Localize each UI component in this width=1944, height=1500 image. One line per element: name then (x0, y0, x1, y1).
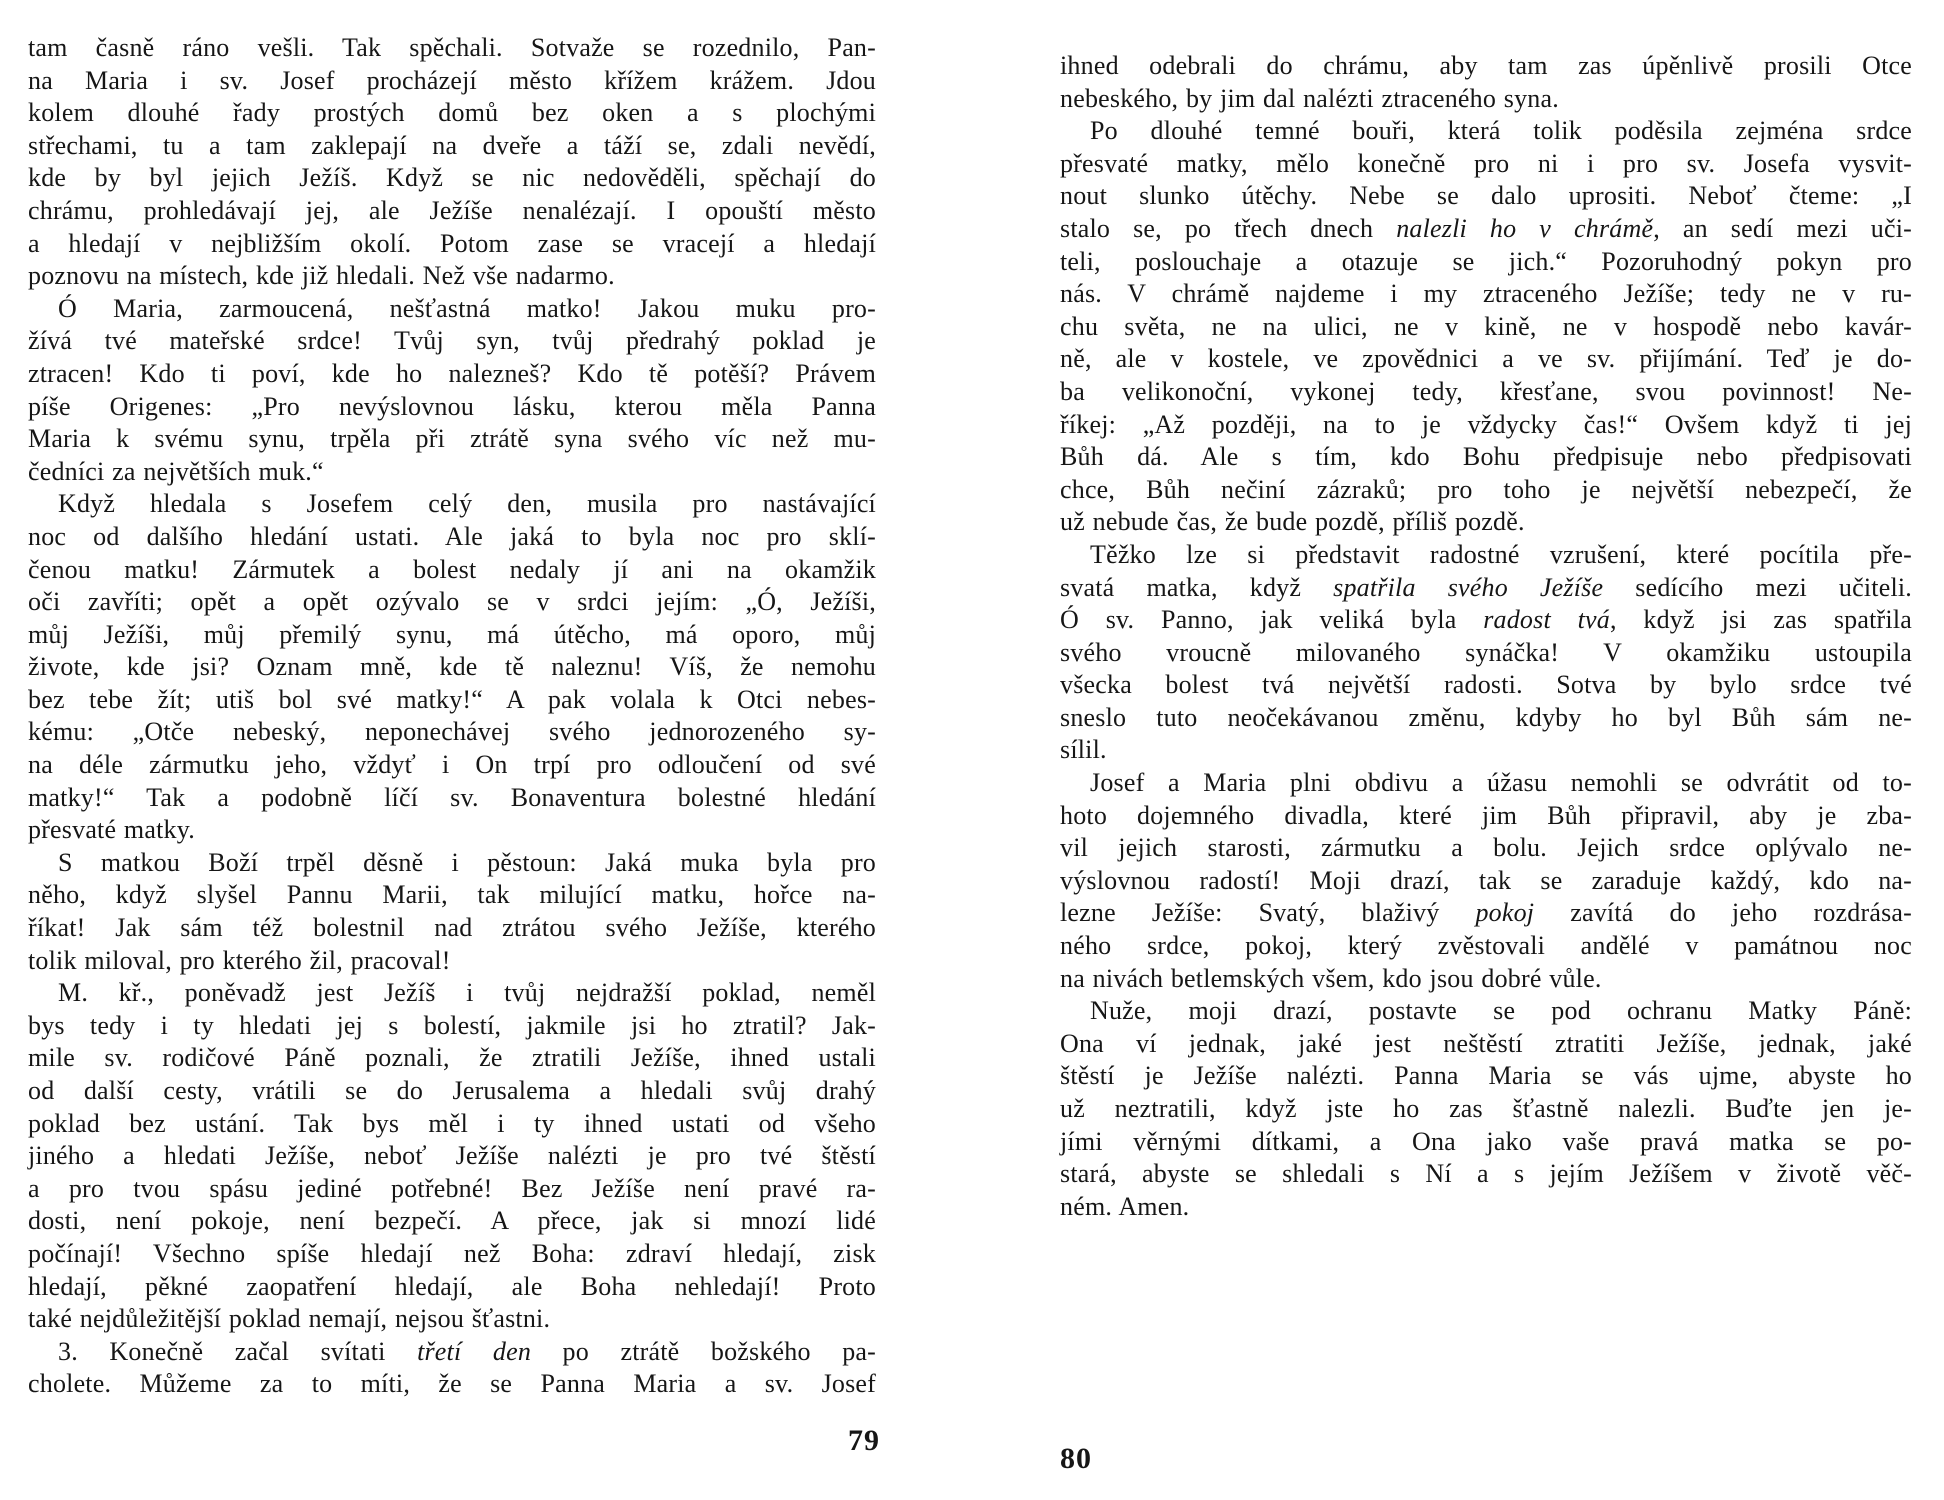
text-line: poznovu na místech, kde již hledali. Než vše nadarmo. (28, 261, 615, 291)
text-line: Josef a Maria plni obdivu a úžasu nemohli se odvrátit od to- (1090, 768, 1912, 798)
text-line: přesvaté matky. (28, 815, 195, 845)
text-line: tolik miloval, pro kterého žil, pracoval! (28, 945, 451, 975)
text-line: na nivách betlemských všem, kdo jsou dobré vůle. (1060, 963, 1602, 993)
text-line: svého vroucně milovaného synáčka! V okamžiku ustoupila (1060, 637, 1912, 667)
text-line: vil jejich starosti, zármutku a bolu. Jejich srdce oplývalo ne- (1060, 833, 1912, 863)
text-line: svatá matka, když spatřila svého Ježíše sedícího mezi učiteli. (1060, 572, 1913, 602)
text-line: výslovnou radostí! Moji drazí, tak se zaraduje každý, kdo na- (1060, 865, 1912, 895)
text-line: chu světa, ne na ulici, ne v kině, ne v hospodě nebo kavár- (1060, 311, 1912, 341)
text-line: něho, když slyšel Pannu Marii, tak milující matku, hořce na- (28, 880, 876, 910)
text-line: poklad bez ustání. Tak bys měl i ty ihned ustati od všeho (28, 1108, 876, 1138)
text-line: stará, abyste se shledali s Ní a s jejím Ježíšem v životě věč- (1060, 1159, 1912, 1189)
text-line: všecka bolest tvá největší radosti. Sotva by bylo srdce tvé (1060, 670, 1912, 700)
text-line: říkej: „Až později, na to je vždycky čas!“ Ovšem když ti jej (1060, 409, 1912, 439)
text-line: sílil. (1060, 735, 1107, 765)
right-page-text-column (1060, 50, 1912, 1223)
text-line: mile sv. rodičové Páně poznali, že ztratili Ježíše, ihned ustali (28, 1043, 876, 1073)
text-line: hoto dojemného divadla, které jim Bůh připravil, aby je zba- (1060, 800, 1912, 830)
paragraph (1060, 50, 1912, 115)
text-line: S matkou Boží trpěl děsně i pěstoun: Jaká muka byla pro (58, 847, 876, 877)
text-line: štěstí je Ježíše nalézti. Panna Maria se vás ujme, abyste ho (1060, 1061, 1912, 1091)
page-number-80: 80 (1060, 1442, 1092, 1475)
text-line: nebeského, by jim dal nalézti ztraceného syna. (1060, 83, 1559, 113)
text-line: chce, Bůh nečiní zázraků; pro toho je největší nebezpečí, že (1060, 474, 1912, 504)
text-line: bys tedy i ty hledati jej s bolestí, jakmile jsi ho ztratil? Jak- (28, 1010, 876, 1040)
text-line: Ona ví jednak, jaké jest neštěstí ztratiti Ježíše, jednak, jaké (1060, 1028, 1912, 1058)
text-line: žívá tvé mateřské srdce! Tvůj syn, tvůj předrahý poklad je (28, 326, 876, 356)
text-line: píše Origenes: „Pro nevýslovnou lásku, kterou měla Panna (28, 391, 876, 421)
paragraph (28, 1336, 876, 1401)
paragraph (28, 32, 876, 293)
text-line: Nuže, moji drazí, postavte se pod ochranu Matky Páně: (1090, 996, 1912, 1026)
text-line: tam časně ráno vešli. Tak spěchali. Sotvaže se rozednilo, Pan- (28, 33, 876, 62)
paragraph (28, 293, 876, 489)
text-line: noc od dalšího hledání ustati. Ale jaká to byla noc pro sklí- (28, 521, 876, 551)
paragraph (1060, 539, 1912, 767)
text-line: Ó sv. Panno, jak veliká byla radost tvá, když jsi zas spatřila (1060, 605, 1912, 635)
text-line: nout slunko útěchy. Nebe se dalo uprositi. Neboť čteme: „I (1060, 181, 1912, 211)
text-line: teli, poslouchaje a otazuje se jich.“ Pozoruhodný pokyn pro (1060, 246, 1912, 276)
text-line: stalo se, po třech dnech nalezli ho v chrámě, an sedí mezi uči- (1060, 213, 1912, 243)
text-line: čedníci za největších muk.“ (28, 456, 324, 486)
text-line: oči zavříti; opět a opět ozývalo se v srdci jejím: „Ó, Ježíši, (28, 587, 876, 617)
text-line: 3. Konečně začal svítati třetí den po ztrátě božského pa- (58, 1336, 876, 1366)
text-line: ně, ale v kostele, ve zpovědnici a ve sv. přijímání. Teď je do- (1060, 344, 1912, 374)
text-line: už neztratili, když jste ho zas šťastně nalezli. Buďte jen je- (1060, 1094, 1912, 1123)
text-line: počínají! Všechno spíše hledají než Boha: zdraví hledají, zisk (28, 1238, 876, 1268)
text-line: Těžko lze si představit radostné vzrušení, které pocítila pře- (1090, 539, 1912, 569)
text-line: také nejdůležitější poklad nemají, nejsou šťastni. (28, 1304, 551, 1334)
paragraph (1060, 995, 1912, 1223)
text-line: bez tebe žít; utiš bol své matky!“ A pak volala k Otci nebes- (28, 684, 876, 714)
text-line: od další cesty, vrátili se do Jerusalema a hledali svůj drahý (28, 1076, 876, 1105)
paragraph (1060, 767, 1912, 995)
page-number-79: 79 (848, 1424, 880, 1457)
text-line: na déle zármutku jeho, vždyť i On trpí pro odloučení od své (28, 750, 876, 780)
text-line: můj Ježíši, můj přemilý synu, má útěcho, má oporo, můj (28, 619, 876, 649)
text-line: kému: „Otče nebeský, neponechávej svého jednorozeného sy- (28, 717, 876, 747)
text-line: Po dlouhé temné bouři, která tolik poděsila zejména srdce (1090, 116, 1912, 146)
text-line: ihned odebrali do chrámu, aby tam zas úpěnlivě prosili Otce (1060, 51, 1912, 80)
text-line: Ó Maria, zarmoucená, nešťastná matko! Jakou muku pro- (58, 293, 876, 323)
text-line: chrámu, prohledávají jej, ale Ježíše nenalézají. I opouští město (28, 195, 876, 225)
text-line: matky!“ Tak a podobně líčí sv. Bonaventura bolestné hledání (28, 782, 876, 812)
text-line: přesvaté matky, mělo konečně pro ni i pro sv. Josefa vysvit- (1060, 148, 1912, 178)
text-line: ztracen! Kdo ti poví, kde ho nalezneš? Kdo tě potěší? Právem (28, 358, 876, 388)
text-line: dosti, není pokoje, není bezpečí. A přece, jak si mnozí lidé (28, 1206, 876, 1236)
text-line: cholete. Můžeme za to míti, že se Panna Maria a sv. Josef (28, 1369, 876, 1399)
paragraph (28, 977, 876, 1336)
left-page-text-column (28, 32, 876, 1401)
text-line: ba velikonoční, vykonej tedy, křesťane, svou povinnost! Ne- (1060, 376, 1912, 406)
text-line: kolem dlouhé řady prostých domů bez oken a s plochými (28, 98, 876, 128)
text-line: na Maria i sv. Josef procházejí město křížem krážem. Jdou (28, 65, 876, 95)
text-line: sneslo tuto neočekávanou změnu, kdyby ho byl Bůh sám ne- (1060, 702, 1912, 732)
text-line: a hledají v nejbližším okolí. Potom zase se vracejí a hledají (28, 228, 876, 258)
text-line: M. kř., poněvadž jest Ježíš i tvůj nejdražší poklad, neměl (58, 978, 876, 1008)
text-line: nás. V chrámě najdeme i my ztraceného Ježíše; tedy ne v ru- (1060, 279, 1912, 309)
text-line: Maria k svému synu, trpěla při ztrátě syna svého víc než mu- (28, 424, 876, 454)
text-line: Když hledala s Josefem celý den, musila pro nastávající (58, 489, 876, 519)
text-line: čenou matku! Zármutek a bolest nedaly jí ani na okamžik (28, 554, 876, 584)
paragraph (28, 488, 876, 847)
text-line: lezne Ježíše: Svatý, blaživý pokoj zavítá do jeho rozdrása- (1060, 898, 1913, 928)
text-line: jiného a hledati Ježíše, neboť Ježíše nalézti je pro tvé štěstí (28, 1141, 876, 1171)
text-line: a pro tvou spásu jediné potřebné! Bez Ježíše není pravé ra- (28, 1173, 876, 1203)
paragraph (1060, 115, 1912, 539)
text-line: už nebude čas, že bude pozdě, příliš pozdě. (1060, 507, 1525, 537)
text-line: ném. Amen. (1060, 1191, 1190, 1221)
text-line: říkat! Jak sám též bolestnil nad ztrátou svého Ježíše, kterého (28, 913, 876, 943)
text-line: střechami, tu a tam zaklepají na dveře a táží se, zdali nevědí, (28, 130, 876, 160)
paragraph (28, 847, 876, 977)
text-line: jími věrnými dítkami, a Ona jako vaše pravá matka se po- (1060, 1126, 1912, 1156)
text-line: hledají, pěkné zaopatření hledají, ale Boha nehledají! Proto (28, 1271, 876, 1301)
text-line: živote, kde jsi? Oznam mně, kde tě naleznu! Víš, že nemohu (28, 652, 876, 682)
text-line: kde by byl jejich Ježíš. Když se nic nedověděli, spěchají do (28, 163, 876, 193)
text-line: ného srdce, pokoj, který zvěstovali andělé v památnou noc (1060, 931, 1912, 961)
text-line: Bůh dá. Ale s tím, kdo Bohu předpisuje nebo předpisovati (1060, 442, 1912, 472)
